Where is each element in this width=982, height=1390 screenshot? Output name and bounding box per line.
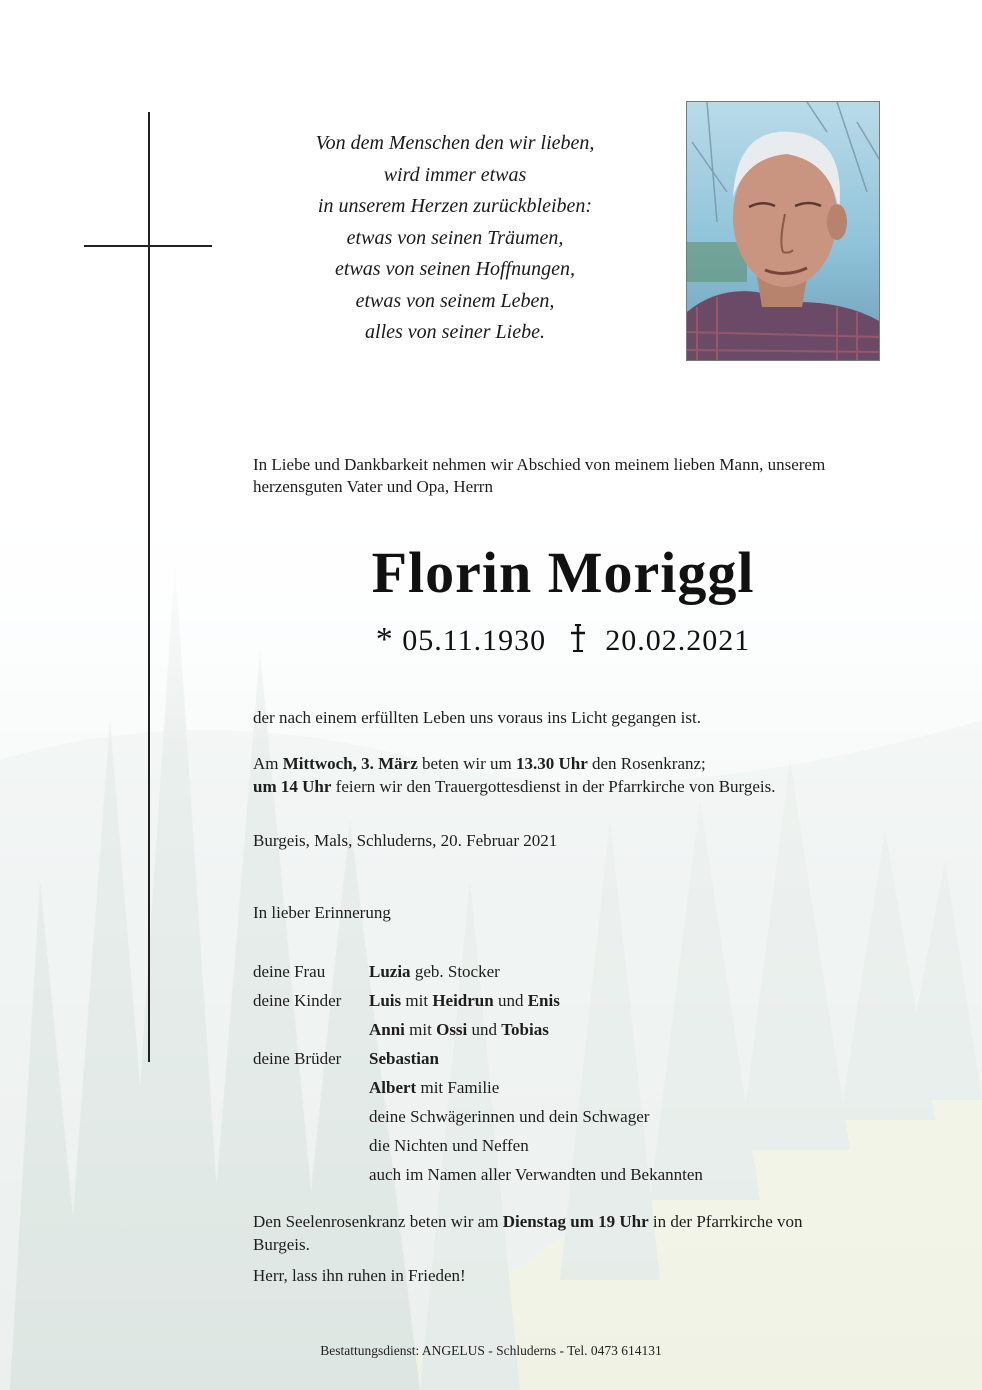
partner-name: Ossi xyxy=(436,1020,468,1039)
service-line-1 xyxy=(253,753,706,775)
poem-line: Von dem Menschen den wir lieben, xyxy=(315,132,595,154)
connector: mit xyxy=(404,1020,437,1039)
brothers-label: deine Brüder xyxy=(253,1049,342,1068)
service-line-2 xyxy=(253,776,776,798)
cross-horizontal-bar xyxy=(84,245,212,247)
prayer-line: Herr, lass ihn ruhen in Frieden! xyxy=(253,1266,466,1285)
life-dates xyxy=(253,621,873,662)
deceased-name: Florin Moriggl xyxy=(371,540,755,605)
poem-line: alles von seiner Liebe. xyxy=(365,321,545,343)
wife-label: deine Frau xyxy=(253,962,326,981)
in-laws-entry: deine Schwägerinnen und dein Schwager xyxy=(369,1107,650,1126)
brother-name: Sebastian xyxy=(369,1049,439,1068)
children-label: deine Kinder xyxy=(253,991,342,1010)
service-text: Am xyxy=(253,754,283,773)
child-name: Luis xyxy=(369,991,402,1010)
poem-line: etwas von seinen Träumen, xyxy=(346,226,564,249)
death-cross-icon xyxy=(569,624,587,662)
mass-time: um 14 Uhr xyxy=(253,777,332,796)
brother-entry xyxy=(369,1049,439,1069)
nieces-entry: die Nichten und Neffen xyxy=(369,1136,529,1155)
connector: mit xyxy=(401,991,433,1010)
intro-text xyxy=(253,454,933,498)
intro-line-2: herzensguten Vater und Opa, Herrn xyxy=(253,477,493,496)
service-text: den Rosenkranz; xyxy=(587,754,706,773)
wife-name xyxy=(369,962,500,982)
relatives-entry: auch im Namen aller Verwandten und Bekannten xyxy=(369,1165,703,1184)
grandchild-name: Enis xyxy=(527,991,560,1010)
poem-line: etwas von seinem Leben, xyxy=(355,289,555,312)
service-text: feiern wir den Trauergottesdienst in der Pfarrkirche von Burgeis. xyxy=(331,777,776,796)
child-entry xyxy=(369,1020,549,1040)
service-text: beten wir um xyxy=(417,754,516,773)
wife-first-name: Luzia xyxy=(369,962,411,981)
memory-heading: In lieber Erinnerung xyxy=(253,903,391,922)
brother-name: Albert xyxy=(369,1078,417,1097)
place-date: Burgeis, Mals, Schluderns, 20. Februar 2021 xyxy=(253,831,558,850)
connector: und xyxy=(467,1020,502,1039)
wife-maiden-name: geb. Stocker xyxy=(410,962,500,981)
service-day: Mittwoch, 3. März xyxy=(282,754,418,773)
rosary-text: in der Pfarrkirche von xyxy=(648,1212,803,1231)
memorial-poem xyxy=(250,128,660,349)
poem-line: etwas von seinen Hoffnungen, xyxy=(335,258,575,280)
portrait-photo xyxy=(686,101,880,361)
portrait-illustration xyxy=(687,102,880,361)
poem-line: wird immer etwas xyxy=(383,163,527,186)
rosary-text: Den Seelenrosenkranz beten wir am xyxy=(253,1212,503,1231)
poem-line: in unserem Herzen zurückbleiben: xyxy=(317,195,593,217)
cross-vertical-bar xyxy=(148,112,150,1062)
rosary-time: Dienstag um 19 Uhr xyxy=(502,1212,649,1231)
death-date: 20.02.2021 xyxy=(605,624,751,657)
rosary-line-1 xyxy=(253,1211,803,1233)
service-time: 13.30 Uhr xyxy=(515,754,588,773)
child-name: Anni xyxy=(369,1020,405,1039)
birth-star-icon: * xyxy=(375,621,394,658)
grandchild-name: Tobias xyxy=(501,1020,549,1039)
brother-entry xyxy=(369,1078,499,1098)
partner-name: Heidrun xyxy=(432,991,494,1010)
funeral-service-footer: Bestattungsdienst: ANGELUS - Schluderns - Tel. 0473 614131 xyxy=(320,1343,662,1358)
rosary-line-2: Burgeis. xyxy=(253,1235,310,1254)
light-line: der nach einem erfüllten Leben uns voraus ins Licht gegangen ist. xyxy=(253,708,701,727)
brother-family: mit Familie xyxy=(416,1078,500,1097)
intro-line-1: In Liebe und Dankbarkeit nehmen wir Abschied von meinem lieben Mann, unserem xyxy=(253,455,826,474)
connector: und xyxy=(493,991,528,1010)
child-entry xyxy=(369,991,560,1011)
birth-date: 05.11.1930 xyxy=(402,624,547,657)
